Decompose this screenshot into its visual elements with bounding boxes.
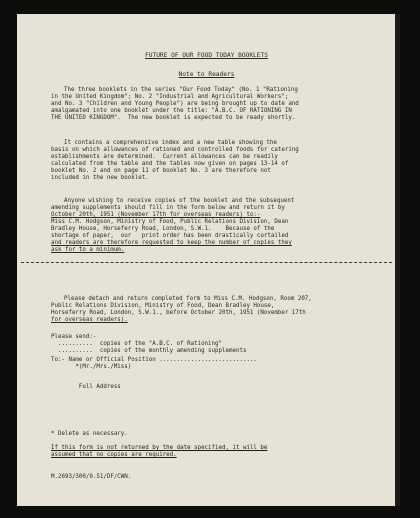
delete-note: * Delete as necessary. <box>51 431 128 437</box>
para3-line: Miss C.M. Hodgson, Ministry of Food, Public Relations Division, Dean <box>51 219 289 225</box>
supplement-copies-field[interactable]: .......... copies of the monthly amending supplements <box>51 348 247 354</box>
para3-line: amending supplements should fill in the form below and return it by <box>51 205 285 211</box>
para3-line: shortage of paper, our print order has been drastically curtailed <box>51 233 289 239</box>
send-label: Please send:- <box>51 334 97 340</box>
para1-line: amalgamated into one booklet under the title: "A.B.C. OF RATIONING IN <box>51 108 292 114</box>
para1-line: The three booklets in the series "Our Food Today" (No. 1 "Rationing <box>64 87 298 93</box>
reference-code: M.2693/300/9.51/DF/CWN. <box>51 474 132 480</box>
para1-line: THE UNITED KINGDOM". The new booklet is expected to be ready shortly. <box>51 115 296 121</box>
document-page <box>17 14 396 506</box>
warning-line: assumed that no copies are required. <box>51 452 177 458</box>
para3-line: Anyone wishing to receive copies of the booklet and the subsequent <box>64 198 295 204</box>
para2-line: calculated from the table and the tables now given on pages 13-14 of <box>51 161 289 167</box>
form-intro-line: Please detach and return completed form to Miss C.M. Hodgson, Room 207, <box>64 296 312 302</box>
address-field[interactable]: Full Address <box>51 384 121 390</box>
page-edge-shadow <box>395 14 400 506</box>
para2-line: basis on which allowances of rationed and controlled foods for catering <box>51 147 299 153</box>
detach-dashed-line <box>21 262 392 263</box>
para2-line: booklet No. 2 and on page 11 of booklet No. 3 are therefore not <box>51 168 271 174</box>
document-title: FUTURE OF OUR FOOD TODAY BOOKLETS <box>145 52 268 59</box>
abc-copies-field[interactable]: .......... copies of the "A.B.C. of Rationing" <box>51 341 223 347</box>
para3-line: Bradley House, Horseferry Road, London, S.W.1. Because of the <box>51 226 275 232</box>
document-subtitle: Note to Readers <box>178 71 235 78</box>
form-intro-line: Horseferry Road, London, S.W.1., before October 20th, 1951 (November 17th <box>51 310 306 316</box>
para3-line: ask for to a minimum. <box>51 247 125 253</box>
para1-line: in the United Kingdom"; No. 2 "Industrial and Agricultural Workers"; <box>51 94 289 100</box>
title-field[interactable]: *(Mr./Mrs./Miss) <box>51 364 132 370</box>
para2-line: establishments are determined. Current allowances can be readily <box>51 154 278 160</box>
form-intro-line: Public Relations Division, Ministry of Food, Dean Bradley House, <box>51 303 275 309</box>
para3-line: and readers are therefore requested to keep the number of copies they <box>51 240 292 246</box>
para2-line: It contains a comprehensive index and a new table showing the <box>64 140 277 146</box>
para2-line: included in the new booklet. <box>51 175 149 181</box>
para3-line: October 20th, 1951 (November 17th for overseas readers) to:- <box>51 212 261 218</box>
warning-line: If this form is not returned by the date specified, it will be <box>51 445 268 451</box>
form-intro-line: for overseas readers). <box>51 317 128 323</box>
name-position-field[interactable]: To:- Name or Official Position ............................ <box>51 357 257 363</box>
para1-line: and No. 3 "Children and Young People") are being brought up to date and <box>51 101 299 107</box>
